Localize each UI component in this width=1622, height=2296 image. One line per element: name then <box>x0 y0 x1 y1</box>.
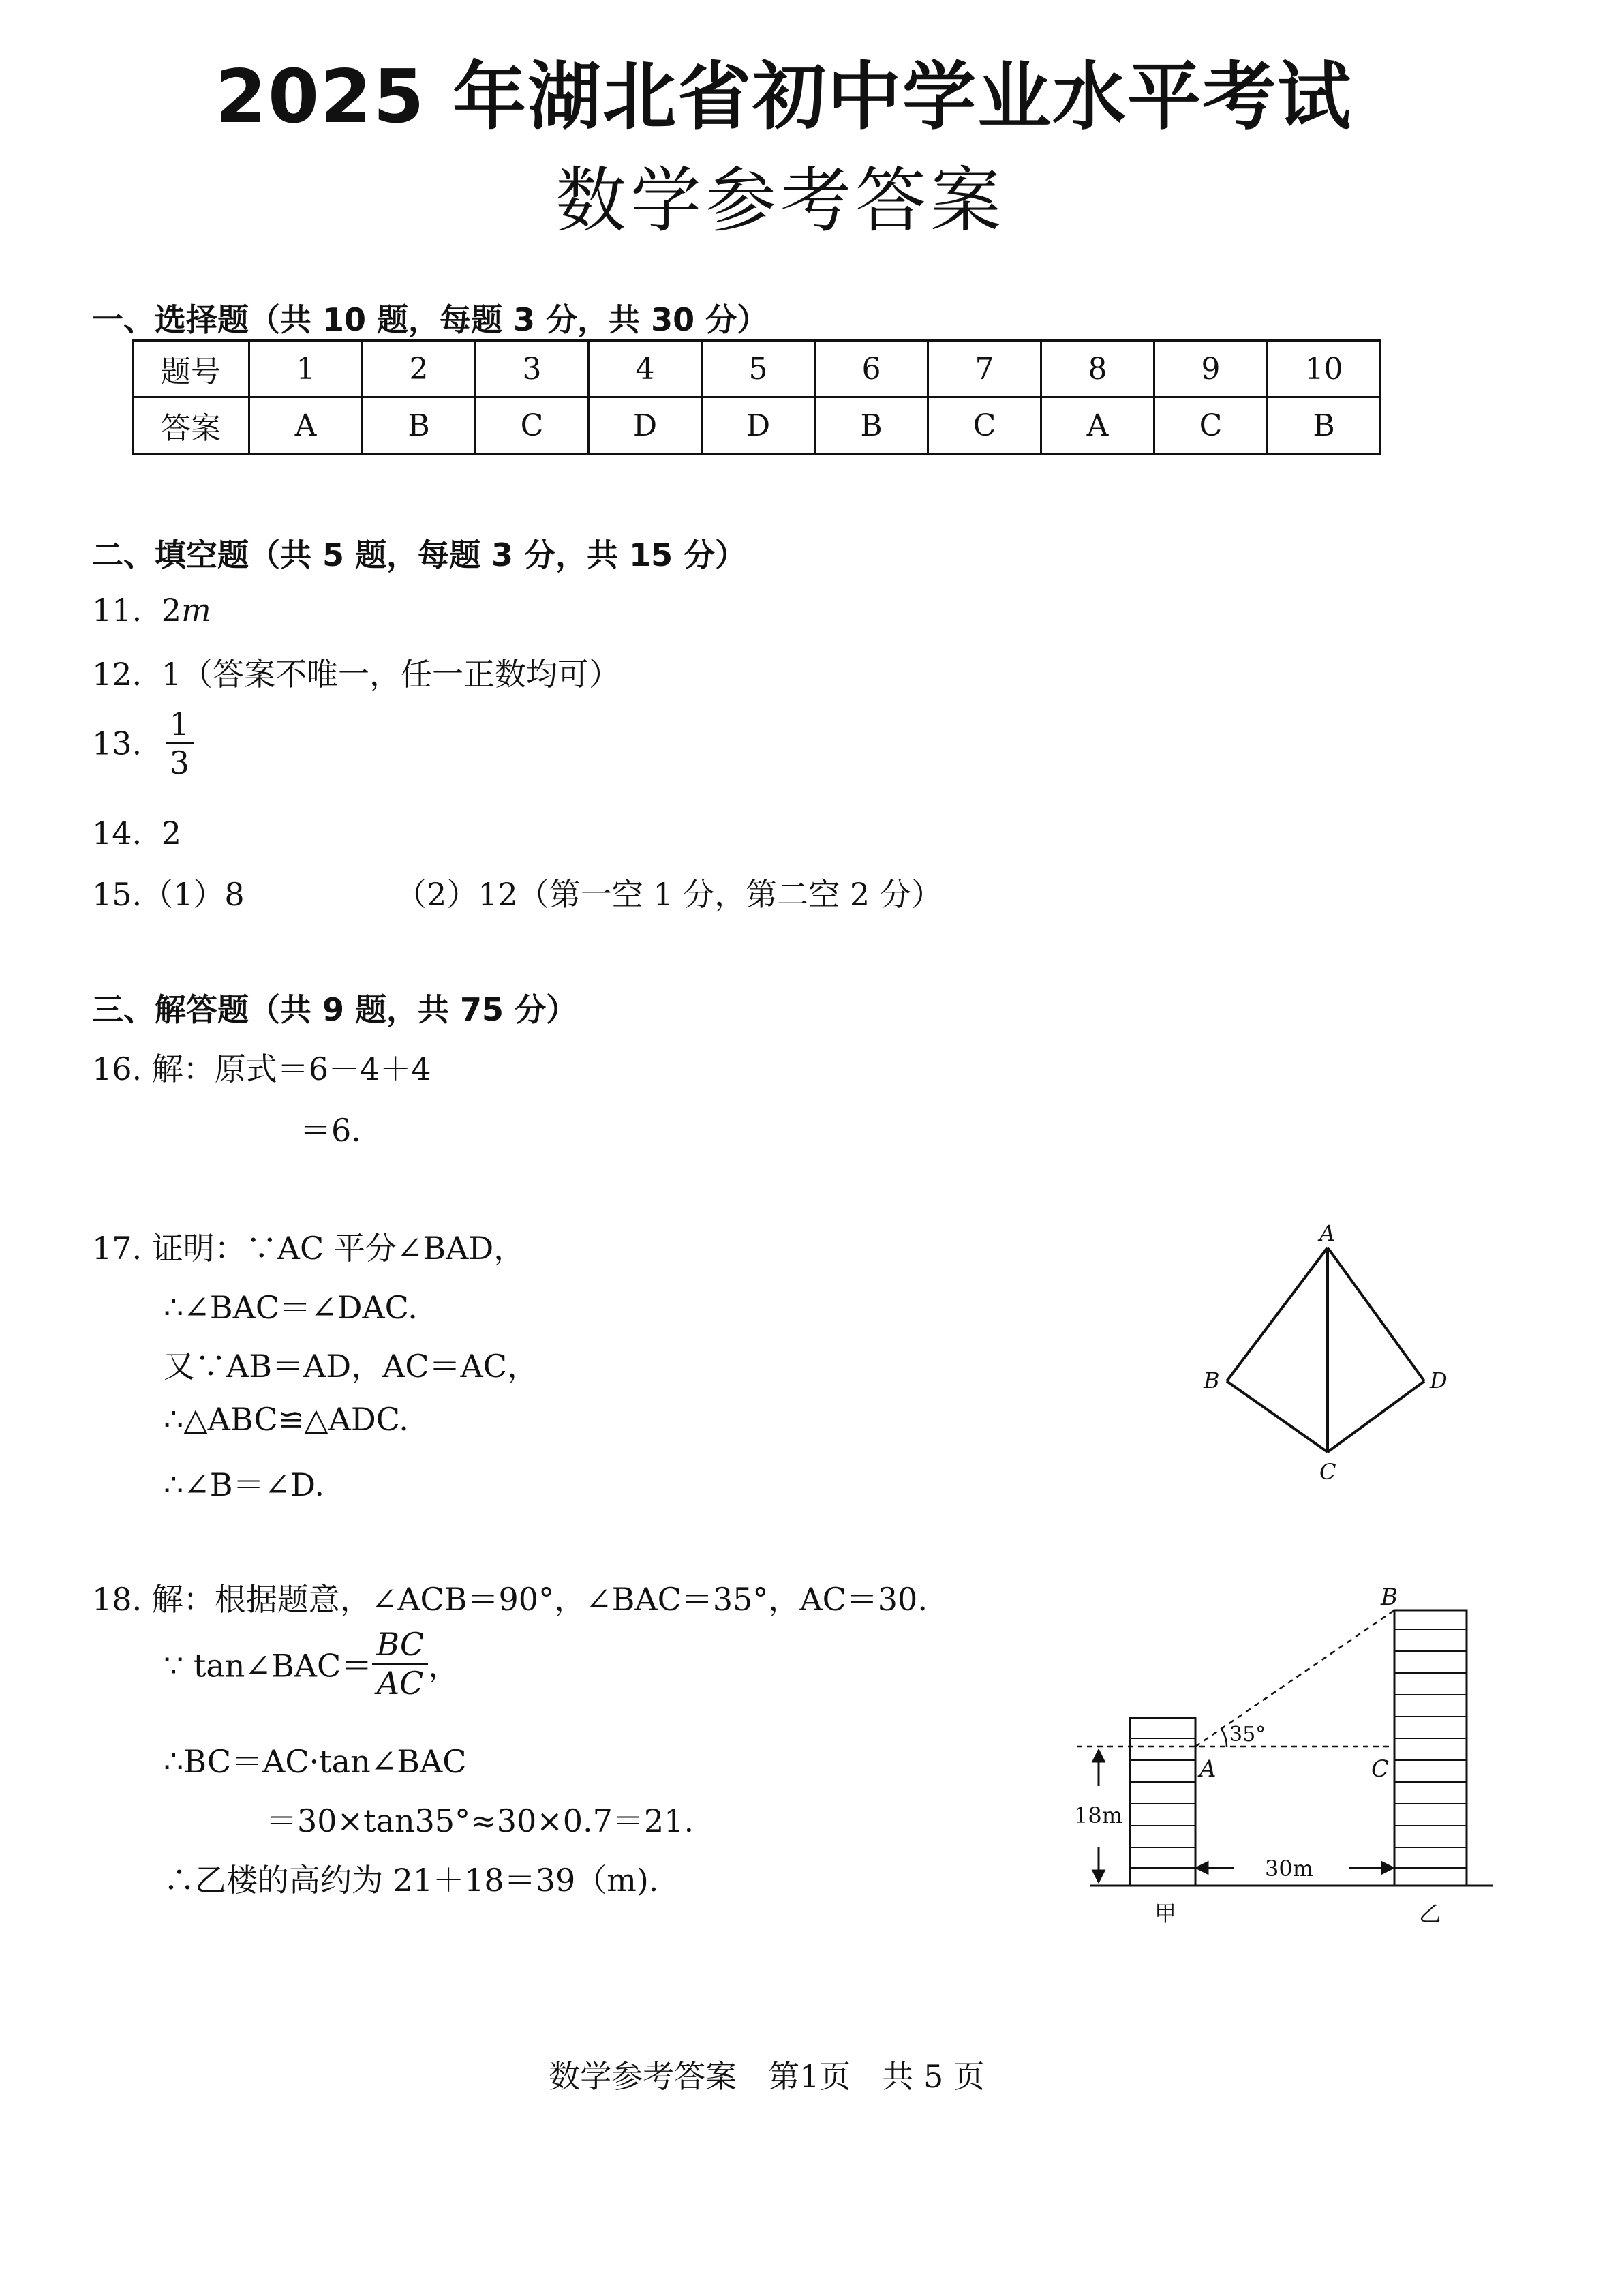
label-A: A <box>1319 1220 1336 1246</box>
section1-heading: 一、选择题（共 10 题，每题 3 分，共 30 分） <box>92 301 769 338</box>
label-D: D <box>1430 1368 1448 1393</box>
question-number: 5 <box>702 341 815 397</box>
segment-AB <box>1227 1248 1328 1381</box>
question-number: 8 <box>1041 341 1154 397</box>
answer-cell: B <box>1268 397 1381 454</box>
answer-cell: B <box>363 397 476 454</box>
q18-line4: ＝30×tan35°≈30×0.7＝21. <box>266 1802 694 1839</box>
q17-line1: 17. 证明：∵AC 平分∠BAD， <box>92 1230 525 1267</box>
answer-cell: D <box>702 397 815 454</box>
segment-DC <box>1328 1381 1424 1452</box>
answer-cell: D <box>589 397 702 454</box>
label-A: A <box>1199 1755 1216 1783</box>
width-label: 30m <box>1265 1856 1314 1882</box>
answer-part1: （1）8 <box>142 876 245 913</box>
height-label: 18m <box>1074 1802 1123 1828</box>
answer-value: 2 <box>161 815 182 851</box>
q18-line1: 18. 解：根据题意，∠ACB＝90°，∠BAC＝35°，AC＝30. <box>92 1581 928 1618</box>
segment-AD <box>1328 1248 1424 1381</box>
answer-cell: B <box>815 397 928 454</box>
question-number: 15. <box>92 876 142 913</box>
document-subtitle: 数学参考答案 <box>555 159 1005 242</box>
row-label-number: 题号 <box>133 341 249 397</box>
answer-cell: C <box>928 397 1041 454</box>
label-C: C <box>1371 1755 1390 1783</box>
fraction <box>166 706 194 781</box>
answer-11 <box>92 592 211 629</box>
punctuation: ， <box>428 1647 460 1685</box>
answer-12 <box>92 650 620 695</box>
question-number: 4 <box>589 341 702 397</box>
q17-line2: ∴∠BAC＝∠DAC. <box>164 1289 418 1326</box>
fraction-denominator: AC <box>376 1665 424 1702</box>
question-number: 1 <box>249 341 363 397</box>
answer-variable: m <box>181 592 211 629</box>
table-row-numbers <box>133 341 1381 397</box>
q18-line5: ∴乙楼的高约为 21＋18＝39（m). <box>164 1862 659 1899</box>
angle-label: 35° <box>1229 1723 1266 1747</box>
answer-value: 1（答案不唯一，任一正数均可） <box>161 656 621 693</box>
q17-line3: 又∵AB＝AD，AC＝AC， <box>164 1348 538 1385</box>
q17-figure <box>1186 1220 1472 1507</box>
question-number: 6 <box>815 341 928 397</box>
row-label-answer: 答案 <box>133 397 249 454</box>
q17-line4: ∴△ABC≌△ADC. <box>164 1401 409 1438</box>
q18-line3: ∴BC＝AC·tan∠BAC <box>164 1743 467 1780</box>
q17-line5: ∴∠B＝∠D. <box>164 1466 325 1503</box>
answer-value: 2 <box>161 592 182 629</box>
building-jia-outline <box>1130 1718 1195 1886</box>
question-number: 13. <box>92 725 142 762</box>
label-B: B <box>1204 1368 1220 1393</box>
segment-BC <box>1227 1381 1328 1452</box>
q18-line2 <box>164 1626 459 1702</box>
fraction <box>372 1626 428 1702</box>
angle-arc <box>1221 1729 1227 1747</box>
q16-line2: ＝6. <box>300 1112 361 1149</box>
elevation-sightline <box>1195 1610 1394 1747</box>
question-number: 2 <box>363 341 476 397</box>
fraction-numerator: 1 <box>166 706 194 744</box>
section3-heading: 三、解答题（共 9 题，共 75 分） <box>92 991 578 1028</box>
question-number: 14. <box>92 815 142 851</box>
question-number: 3 <box>476 341 589 397</box>
answer-table <box>132 339 1381 455</box>
answer-cell: A <box>249 397 363 454</box>
section2-heading: 二、填空题（共 5 题，每题 3 分，共 15 分） <box>92 537 747 573</box>
q16-line1: 16. 解：原式＝6－4＋4 <box>92 1051 431 1087</box>
page-footer: 数学参考答案 第1页 共 5 页 <box>549 2058 985 2095</box>
question-number: 10 <box>1268 341 1381 397</box>
label-B: B <box>1381 1584 1398 1611</box>
answer-cell: C <box>1154 397 1268 454</box>
fraction-denominator: 3 <box>169 744 190 781</box>
question-number: 9 <box>1154 341 1268 397</box>
question-number: 7 <box>928 341 1041 397</box>
q18-figure <box>1063 1582 1499 1936</box>
answer-13 <box>92 706 194 781</box>
building-jia-label: 甲 <box>1154 1901 1177 1927</box>
building-yi-label: 乙 <box>1419 1901 1441 1927</box>
answer-15 <box>92 870 245 915</box>
document-title: 2025 年湖北省初中学业水平考试 <box>215 55 1353 140</box>
fraction-numerator: BC <box>372 1626 428 1665</box>
question-number: 11. <box>92 592 142 629</box>
building-jia <box>1130 1718 1195 1886</box>
table-row-answers <box>133 397 1381 454</box>
building-yi <box>1394 1610 1467 1886</box>
answer-15-part2: （2）12（第一空 1 分，第二空 2 分） <box>395 876 943 913</box>
answer-14 <box>92 815 181 851</box>
tan-expression: ∵ tan∠BAC＝ <box>164 1647 373 1685</box>
answer-cell: A <box>1041 397 1154 454</box>
label-C: C <box>1319 1459 1336 1485</box>
question-number: 12. <box>92 656 142 693</box>
answer-cell: C <box>476 397 589 454</box>
